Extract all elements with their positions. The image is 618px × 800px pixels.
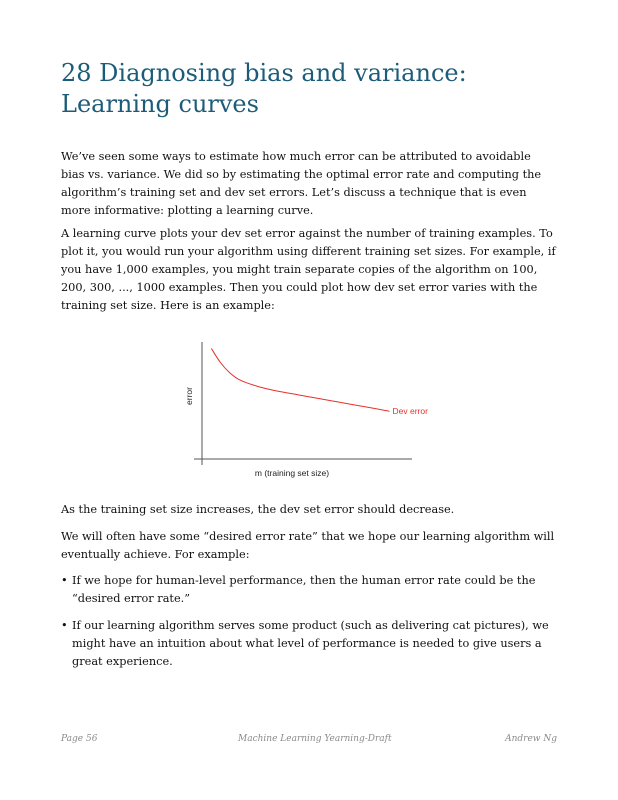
- bullet-marker: •: [61, 574, 68, 587]
- dev-error-label: Dev error: [392, 406, 428, 417]
- list-item-text: If our learning algorithm serves some product (such as delivering cat pictures), we might have an intuition about what level of performance is needed to give users a great experience.: [72, 619, 549, 668]
- y-axis-label: error: [184, 387, 194, 405]
- footer-author: Andrew Ng: [505, 734, 557, 744]
- list-item: [61, 572, 557, 608]
- page-footer: [61, 734, 557, 748]
- paragraph-learning-curve: A learning curve plots your dev set error against the number of training examples. To plot it, you would run your algorithm using different training set sizes. For example, if you have 1,000 examples, you might train separate copies of the algorithm on 100, 200, 300, ..., 1000 examples. Then you could plot how dev set error varies with the training set size. Here is an example:: [61, 227, 556, 312]
- footer-book-title: Machine Learning Yearning-Draft: [238, 734, 392, 744]
- x-axis-label: m (training set size): [254, 468, 330, 478]
- list-item-text: If we hope for human-level performance, then the human error rate could be the “desired error rate.”: [72, 574, 536, 605]
- paragraph-intro: We’ve seen some ways to estimate how much error can be attributed to avoidable bias vs. variance. We did so by estimating the optimal error rate and computing the algorithm’s training set and dev set errors. Let’s discuss a technique that is even more informative: plotting a learning curve.: [61, 150, 542, 217]
- learning-curve-figure: [180, 338, 440, 483]
- bullet-marker: •: [61, 619, 68, 632]
- list-item: [61, 617, 557, 671]
- dev-error-curve: [211, 349, 389, 412]
- footer-page-number: Page 56: [61, 734, 98, 744]
- page-title: 28 Diagnosing bias and variance: Learning curves: [61, 59, 467, 118]
- bullet-list: [61, 572, 557, 680]
- paragraph-decrease: As the training set size increases, the dev set error should decrease.: [61, 503, 455, 516]
- learning-curve-chart: [180, 338, 440, 483]
- paragraph-desired-error: We will often have some “desired error rate” that we hope our learning algorithm will eventually achieve. For example:: [61, 530, 555, 561]
